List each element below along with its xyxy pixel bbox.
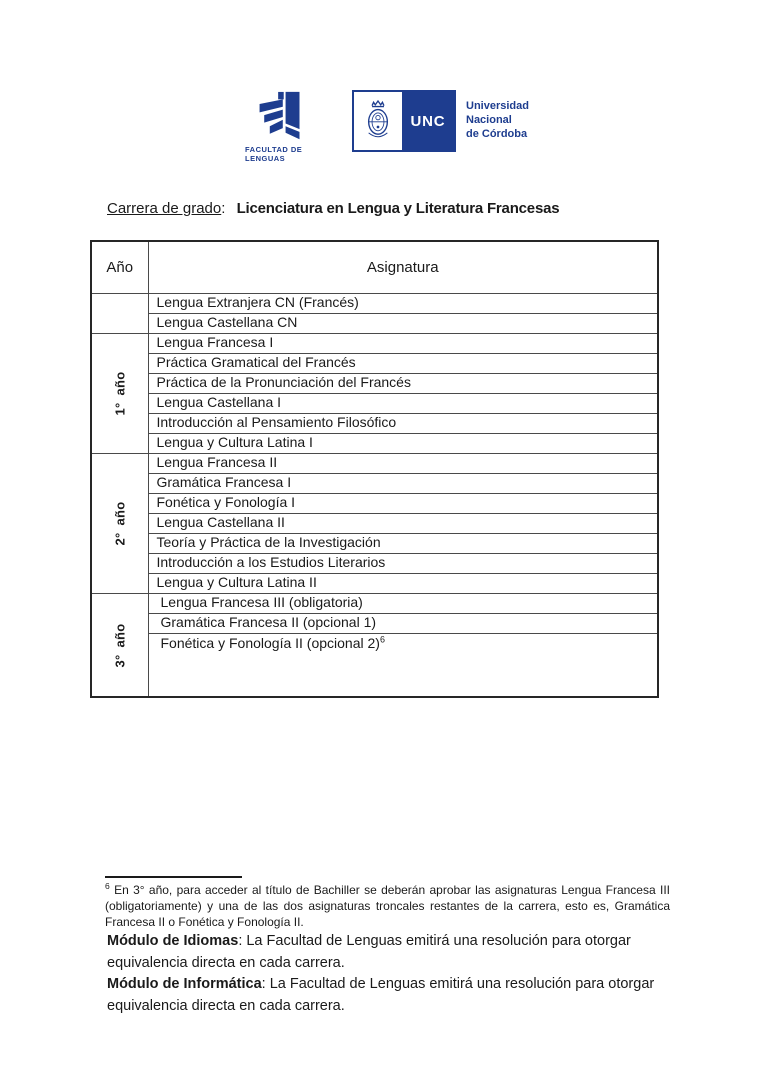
header-logos: [238, 90, 529, 163]
footnote-text: En 3° año, para acceder al título de Bachiller se deberán aprobar las asignaturas Lengua Francesa III (obligatoriamente) y una de las dos asignaturas troncales restantes de la carrera, esto es, Gramática Francesa II o Fonética y Fonología II.: [105, 883, 670, 929]
page-title: [107, 200, 559, 217]
unc-name-line3: de Córdoba: [466, 127, 528, 140]
year-label-3: 3° año: [112, 623, 128, 667]
subject-cell: Práctica de la Pronunciación del Francés: [148, 373, 658, 393]
table-header-row: [91, 241, 658, 293]
unc-name-line1: Universidad: [466, 100, 529, 113]
facultad-logo-line1: FACULTAD DE: [245, 145, 303, 154]
subject-cell: Teoría y Práctica de la Investigación: [148, 533, 658, 553]
table-row: [91, 513, 658, 533]
note-label: Módulo de Idiomas: [107, 933, 239, 949]
table-row: [91, 633, 658, 697]
table-row: [91, 413, 658, 433]
subject-cell: Lengua Francesa II: [148, 453, 658, 473]
year-cell-1: [91, 333, 148, 453]
facultad-logo-line2: LENGUAS: [245, 153, 286, 163]
table-row: [91, 313, 658, 333]
note-text: : La Facultad de Lenguas emitirá una resolución para otorgar equivalencia directa en cada carrera.: [107, 976, 655, 1014]
curriculum-table: [90, 240, 659, 698]
column-header-subject: Asignatura: [148, 241, 658, 293]
subject-cell: Lengua Extranjera CN (Francés): [148, 293, 658, 313]
unc-acronym: UNC: [402, 92, 454, 150]
table-row: [91, 573, 658, 593]
table-row: [91, 533, 658, 553]
subject-text: Fonética y Fonología II (opcional 2): [160, 634, 380, 651]
note-label: Módulo de Informática: [107, 976, 262, 992]
subject-cell: Lengua Castellana CN: [148, 313, 658, 333]
note-modulo-informatica: [107, 974, 673, 1017]
table-row: [91, 473, 658, 493]
facultad-de-lenguas-logo: [238, 90, 322, 163]
degree-type-colon: :: [221, 200, 226, 217]
footnote-separator: [105, 876, 242, 878]
unc-university-name: [466, 100, 529, 141]
column-header-year: Año: [91, 241, 148, 293]
unc-logo-box: [352, 90, 456, 152]
subject-cell: [148, 633, 658, 697]
table-row: [91, 493, 658, 513]
note-text: : La Facultad de Lenguas emitirá una resolución para otorgar equivalencia directa en cada carrera.: [107, 933, 631, 971]
unc-name-line2: Nacional: [466, 114, 512, 127]
subject-cell: Introducción a los Estudios Literarios: [148, 553, 658, 573]
year-cell-2: [91, 453, 148, 593]
unc-logo: [352, 90, 529, 152]
footnote-marker: 6: [105, 881, 110, 891]
year-label-2: 2° año: [112, 501, 128, 546]
subject-cell: Lengua Francesa I: [148, 333, 658, 353]
footnote-reference: 6: [379, 633, 385, 644]
subject-cell: Fonética y Fonología I: [148, 493, 658, 513]
table-row: [91, 373, 658, 393]
table-row: [91, 333, 658, 353]
subject-cell: Lengua Francesa III (obligatoria): [148, 593, 658, 613]
degree-name: Licenciatura en Lengua y Literatura Francesas: [236, 200, 560, 217]
year-cell-3: [91, 593, 148, 697]
degree-type-label: Carrera de grado: [107, 200, 222, 217]
subject-cell: Lengua y Cultura Latina I: [148, 433, 658, 453]
subject-cell: Lengua Castellana II: [148, 513, 658, 533]
table-row: [91, 353, 658, 373]
note-modulo-idiomas: [107, 931, 673, 974]
table-row: [91, 293, 658, 313]
facultad-de-lenguas-mark-icon: [254, 90, 306, 144]
year-cell-cn: [91, 293, 148, 333]
table-row: [91, 453, 658, 473]
footnote: [105, 881, 670, 931]
subject-cell: Introducción al Pensamiento Filosófico: [148, 413, 658, 433]
table-row: [91, 433, 658, 453]
subject-cell: Práctica Gramatical del Francés: [148, 353, 658, 373]
table-row: [91, 593, 658, 613]
table-row: [91, 613, 658, 633]
table-row: [91, 553, 658, 573]
year-label-1: 1° año: [112, 371, 128, 416]
subject-cell: Gramática Francesa II (opcional 1): [148, 613, 658, 633]
notes: [107, 931, 673, 1017]
table-row: [91, 393, 658, 413]
subject-cell: Lengua Castellana I: [148, 393, 658, 413]
facultad-de-lenguas-label: [245, 146, 315, 163]
subject-cell: Gramática Francesa I: [148, 473, 658, 493]
subject-cell: Lengua y Cultura Latina II: [148, 573, 658, 593]
unc-crest-icon: [354, 92, 402, 150]
